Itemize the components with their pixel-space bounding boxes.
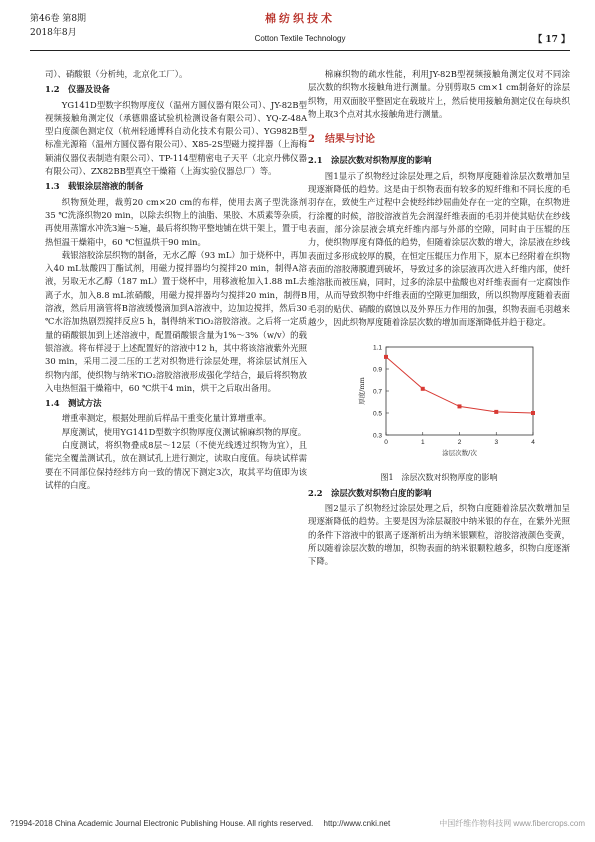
y-tick-label: 0.9 [372, 366, 382, 374]
page-footer [10, 818, 585, 829]
contact-angle-paragraph: 棉麻织物的疏水性能，利用JY-82B型视频接触角测定仪对不同涂层次数的织物水接触角进行测量。分别剪取5 cm×1 cm制备好的涂层织物，用双面胶平整固定在载玻片上，然后使用接触角测定仪在每块织物上取3个点对其水接触角进行测量。 [308, 69, 570, 119]
left-column [45, 68, 307, 492]
y-tick-label: 1.1 [372, 344, 382, 352]
section-heading-2-1: 2.1 涂层次数对织物厚度的影响 [308, 155, 432, 166]
plot-frame [386, 347, 533, 435]
figure-1-chart [308, 337, 570, 467]
figure-1-caption: 图1 涂层次数对织物厚度的影响 [380, 473, 498, 483]
y-tick-label: 0.5 [372, 410, 382, 418]
copyright-notice: ?1994-2018 China Academic Journal Electronic Publishing House. All rights reserved. http://www.cnki.net [10, 819, 391, 828]
data-point [494, 410, 498, 414]
weight-gain-paragraph: 增重率测定，根据处理前后样品干重变化量计算增重率。 [61, 413, 272, 424]
data-point [421, 387, 425, 391]
whiteness-test-paragraph: 白度测试，将织物叠成8层～12层（不使光线透过织物为宜），且能完全覆盖测试孔，放在测试孔上进行测定，读取白度值。每块试样需要在不同部位保持经纬方向一致的情况下测定3次，取其平均值即为该试样的白度。 [45, 440, 307, 490]
preparation-paragraph: 载银溶胶涂层织物的制备，无水乙醇（93 mL）加于烧杯中，再加入40 mL钛酸四丁酯试剂，用磁力搅拌器均匀搅拌20 min，制得A溶液，另取无水乙醇（187 mL）置于烧杯中，用移液枪加入1.88 mL去离子水，加入8.8 mL浓硝酸，用磁力搅拌器均匀搅拌20 min，制得B溶液，然后用滴管将B溶液缓慢滴加到A溶液中，边加边搅拌，然后30 ℃水浴加热剧烈搅拌反应5 h，制得纳米TiO₂溶胶溶液。之后将一定质量的硝酸银加到上述溶液中，配置硝酸银含量为1%～3%（w/v）的载银溶液。将布样浸于上述配置好的溶液中12 h，其中将该溶液紫外光照30 min，采用二浸二压的工艺对织物进行涂层处理，将涂层试剂压入织物内部，使织物与纳米TiO₂溶胶溶液形成强化学结合，最后将织物放入电热恒温干燥箱中，60 ℃烘干4 min，烘干之后取出备用。 [45, 249, 307, 393]
x-axis-label: 涂层次数/次 [442, 449, 477, 458]
pretreatment-paragraph: 织物预处理，裁剪20 cm×20 cm的布样，使用去离子型洗涤剂35 ℃洗涤织物20 min，以除去织物上的油脂、果胶、木质素等杂质，再使用蒸馏水冲洗3遍～5遍，最后将织物平整地铺在烘干架上，置于电热恒温干燥箱中，60 ℃恒温烘干90 min。 [45, 196, 307, 247]
y-tick-label: 0.3 [372, 432, 382, 440]
x-tick-label: 2 [457, 439, 462, 447]
data-point [458, 405, 462, 409]
thickness-discussion-paragraph: 图1显示了织物经过涂层处理之后，织物厚度随着涂层次数增加呈现逐渐降低的趋势。这是由于织物表面有较多的短纤维和不同长度的毛羽存在，致使生产过程中会使经纬纱屈曲处存在一定的空隙，在织物进行涂覆的时候，溶胶溶液首先会润湿纤维表面的毛羽并使其贴伏在纱线表面，部分涂层液会填充纤维内部与外部的空隙，同时由于压辊的压力，使织物厚度有降低的趋势，但随着涂层次数的增大，涂层液在纱线表面过多形成较厚的膜，在恒定压辊压力作用下，原本已经附着在织物表面的溶胶薄膜遭到破坏，导致过多的涂层液再次进入纤维内部，使纤维溶胀而被压扁，同时，过多的涂层中盐酸也对纤维表面有一定腐蚀作用，从而导致织物中纤维表面的空隙更加细致，所以织物厚度随着表面毛羽的贴伏、硝酸的腐蚀以及外界压力作用的加强，织物表面毛羽越来越少，因此织物厚度随着涂层次数的增加而逐渐降低并趋于稳定。 [308, 170, 570, 328]
watermark-text: 中国纤维作物科技网 www.fibercrops.com [439, 819, 585, 828]
page-number: 【 17 】 [533, 35, 570, 45]
section-heading-2-2: 2.2 涂层次数对织物白度的影响 [308, 487, 432, 498]
thickness-line-chart [308, 337, 570, 467]
volume-line: 第46卷 第8期 [30, 14, 87, 24]
y-axis-label: 厚度/mm [358, 377, 366, 406]
intro-line: 司）、硝酸银（分析纯，北京化工厂）。 [45, 69, 188, 79]
data-point [384, 355, 388, 359]
section-heading-1-3: 1.3 载银涂层溶液的制备 [45, 181, 144, 192]
equipment-paragraph: YG141D型数字织物厚度仪（温州方圆仪器有限公司）、JY-82B型视频接触角测定仪（承德鼎盛试验机检测设备有限公司）、YQ-Z-48A型白度颜色测定仪（杭州轻通博科自动化技术有限公司）、YG982B型标准光源箱（温州方圆仪器有限公司）、X85-2S型磁力搅拌器（上海梅颖浦仪器仪表制造有限公司）、TP-114型精密电子天平（北京丹佛仪器有限公司）、ZX82BB型真空干燥箱（上海实验仪器总厂）等。 [45, 99, 307, 177]
x-tick-label: 0 [384, 439, 388, 447]
page-header [30, 8, 570, 60]
thickness-test-paragraph: 厚度测试，使用YG141D型数字织物厚度仪测试棉麻织物的厚度。 [61, 426, 307, 437]
whiteness-discussion-paragraph: 图2显示了织物经过涂层处理之后，织物白度随着涂层次数增加呈现逐渐降低的趋势。主要是因为涂层凝胶中纳米银的存在，在紫外光照的条件下溶液中的银离子逐渐析出为纳米银颗粒，溶胶溶液颜色变黄，所以随着涂层次数的增加，织物表面的纳米银颗粒越多，织物白度逐渐下降。 [308, 502, 570, 567]
date-line: 2018年8月 [30, 28, 77, 38]
header-rule [30, 50, 570, 51]
section-heading-2: 2 结果与讨论 [308, 134, 375, 146]
right-column [308, 68, 570, 568]
section-heading-1-4: 1.4 测试方法 [45, 398, 102, 409]
journal-title-cn: 棉纺织技术 [265, 12, 335, 25]
journal-title-en: Cotton Textile Technology [254, 34, 346, 43]
x-tick-label: 1 [420, 439, 425, 447]
section-heading-1-2: 1.2 仪器及设备 [45, 84, 110, 95]
y-tick-label: 0.7 [372, 388, 382, 396]
data-point [531, 411, 535, 415]
x-tick-label: 4 [531, 439, 535, 447]
x-tick-label: 3 [494, 439, 499, 447]
